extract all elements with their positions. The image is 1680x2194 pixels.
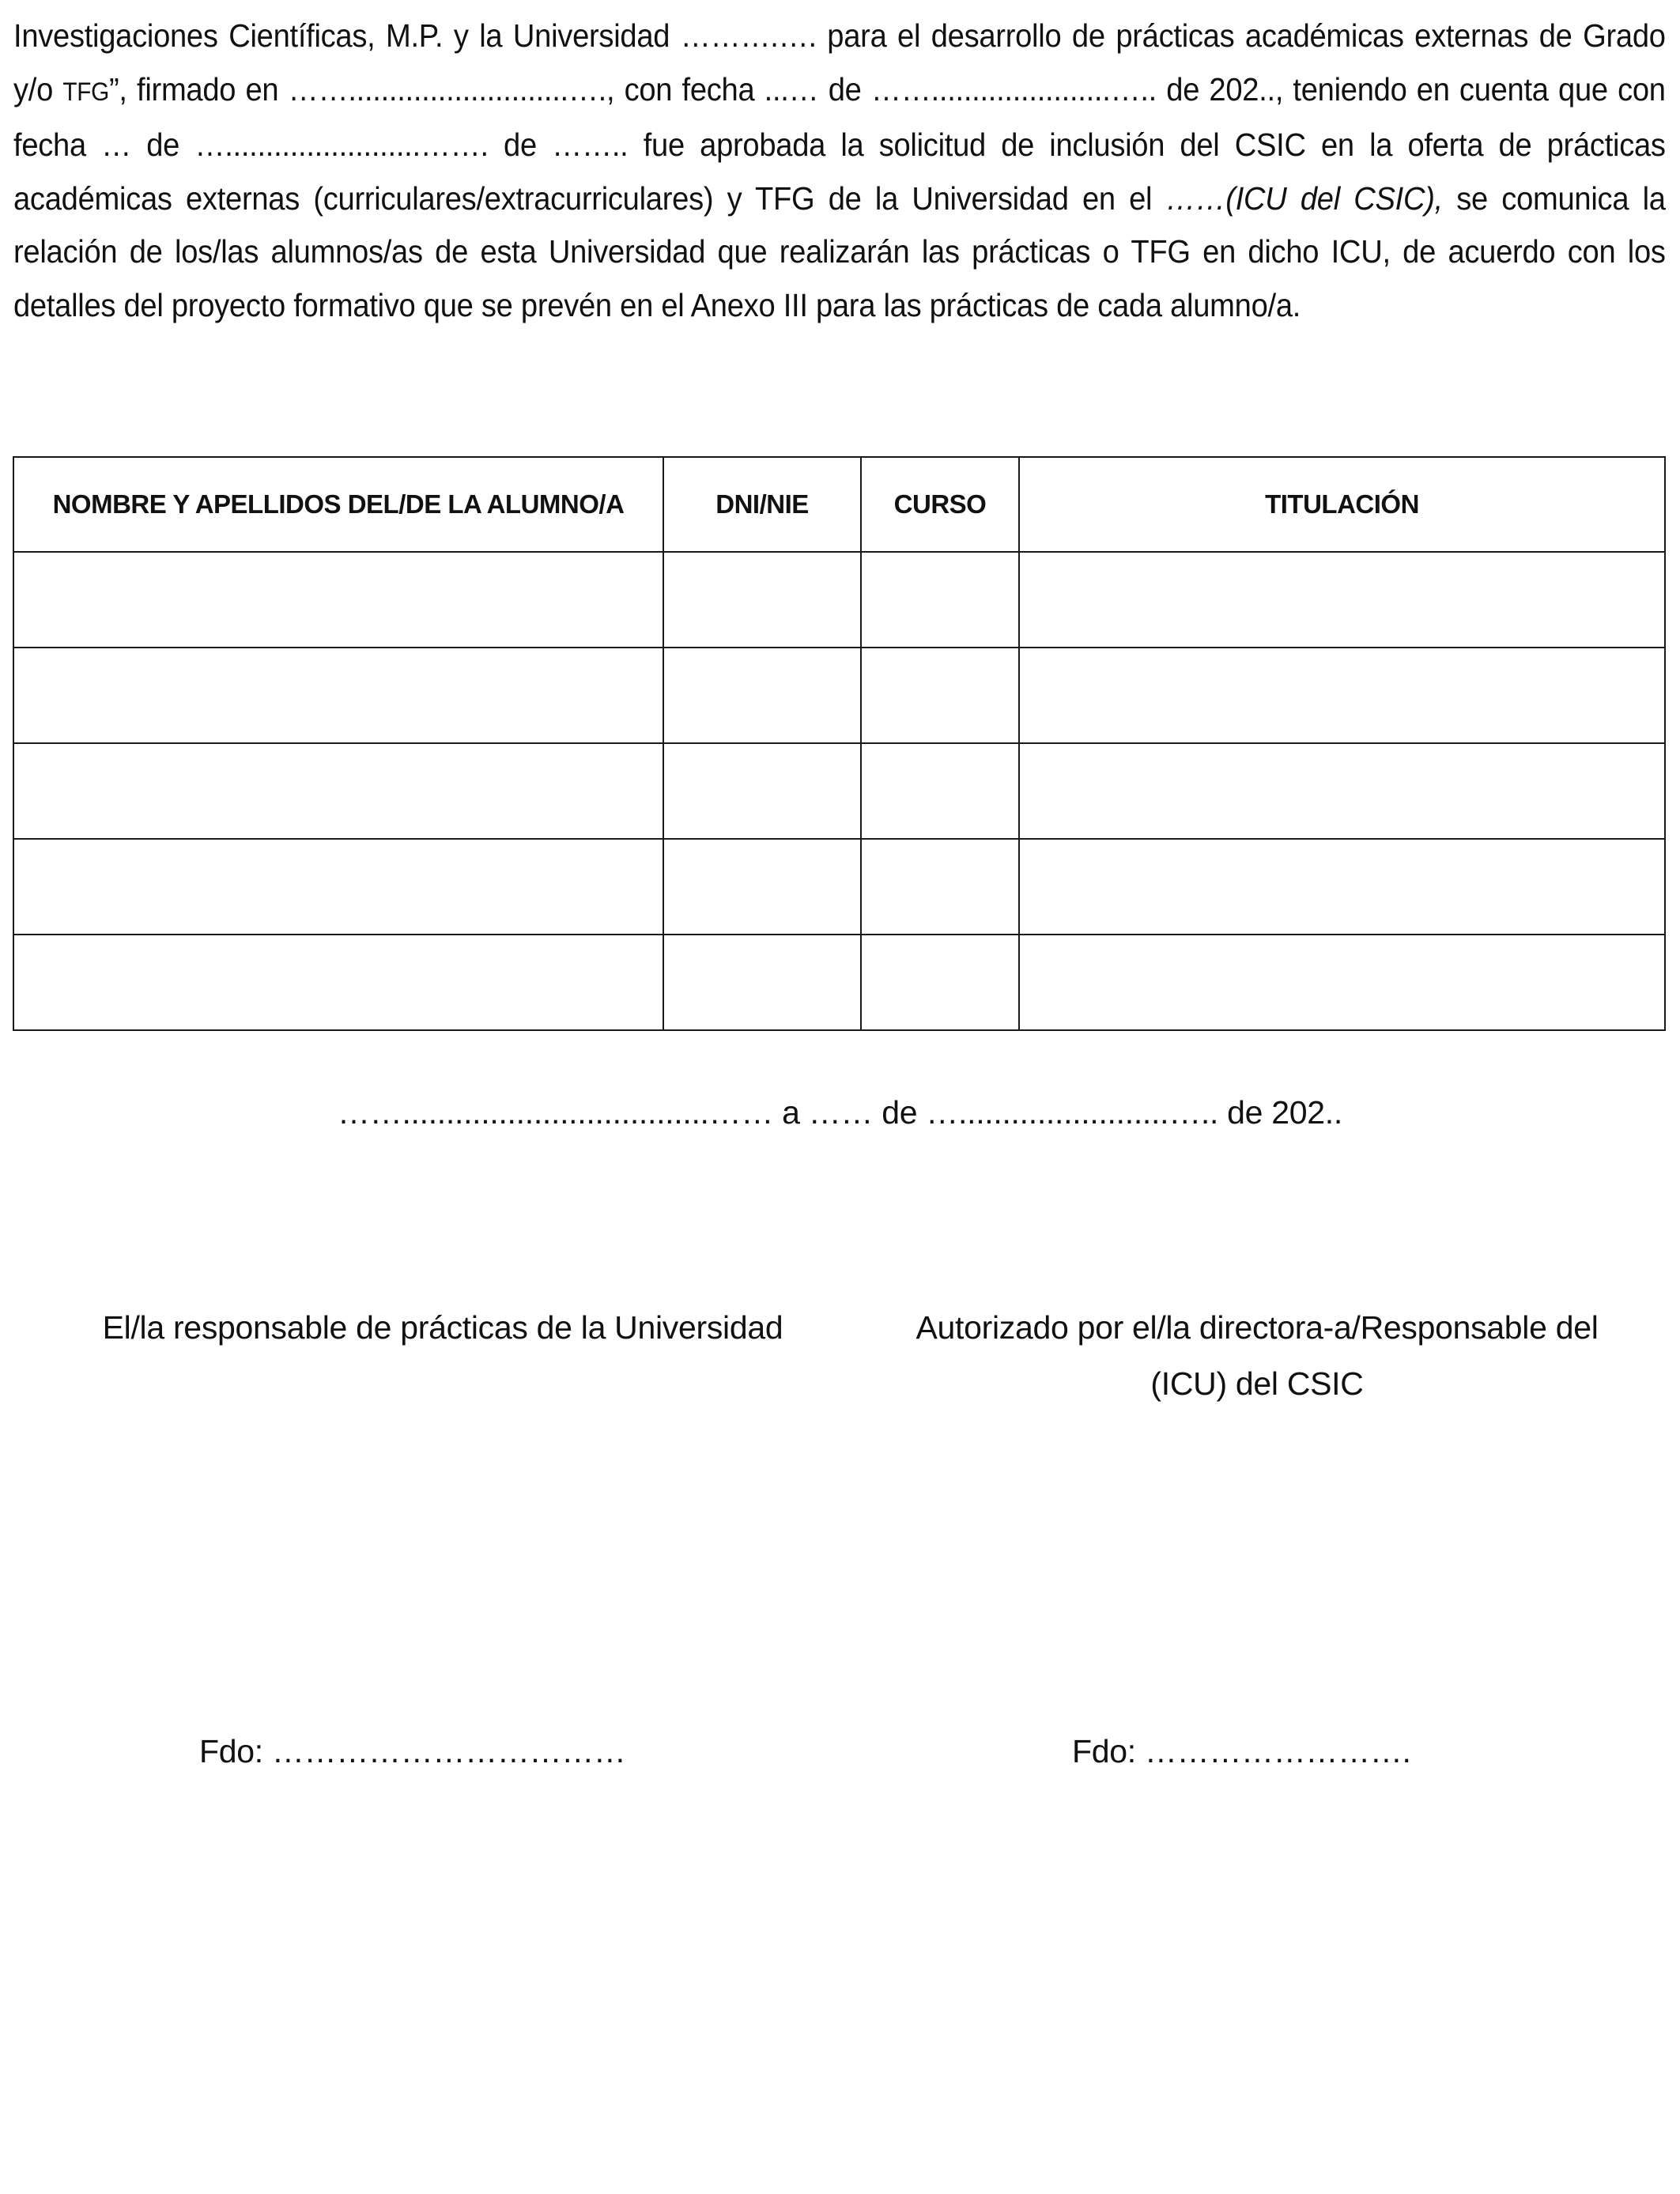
cell-dni[interactable] — [663, 552, 861, 648]
cell-titulacion[interactable] — [1019, 552, 1665, 648]
cell-curso[interactable] — [861, 935, 1019, 1030]
header-name: NOMBRE Y APELLIDOS DEL/DE LA ALUMNO/A — [13, 457, 663, 552]
table-row — [13, 552, 1665, 648]
cell-curso[interactable] — [861, 648, 1019, 743]
students-table — [13, 456, 1666, 1031]
intro-text-part-2: ”, firmado en ……...........................…., con fecha ...… de ……......................….. de 202.., teniendo en cuenta que con fecha … de …........................……. de …….. fue aprobada la solicitud de inclusión del CSIC en la oferta de prácticas académicas externas (curriculares/extracurriculares) y TFG de la Universidad en el — [13, 70, 1666, 217]
header-curso: CURSO — [861, 457, 1019, 552]
header-titulacion: TITULACIÓN — [1019, 457, 1665, 552]
intro-text-part-3: se comunica la relación de los/las alumnos/as de esta Universidad que realizarán las prácticas o TFG en dicho ICU, de acuerdo con los detalles del proyecto formativo que se prevén en el Anexo III para las prácticas de cada alumno/a. — [13, 179, 1666, 323]
table-row — [13, 743, 1665, 839]
university-signature-line: Fdo: …………………………… — [199, 1733, 626, 1769]
cell-titulacion[interactable] — [1019, 648, 1665, 743]
csic-authorizer-role: Autorizado por el/la directora-a/Responsable del (ICU) del CSIC — [916, 1309, 1599, 1402]
cell-titulacion[interactable] — [1019, 743, 1665, 839]
cell-dni[interactable] — [663, 743, 861, 839]
cell-name[interactable] — [13, 935, 663, 1030]
cell-name[interactable] — [13, 648, 663, 743]
university-responsible-role: El/la responsable de prácticas de la Universidad — [102, 1309, 783, 1346]
table-row — [13, 935, 1665, 1030]
cell-titulacion[interactable] — [1019, 935, 1665, 1030]
intro-tfg-abbrev: TFG — [62, 77, 110, 106]
intro-text-part-1: Investigaciones Científicas, M.P. y la Universidad ……….…. para el desarrollo de prácticas académicas externas de Grado y/o — [13, 17, 1666, 108]
cell-dni[interactable] — [663, 839, 861, 935]
cell-name[interactable] — [13, 743, 663, 839]
cell-titulacion[interactable] — [1019, 839, 1665, 935]
cell-name[interactable] — [13, 552, 663, 648]
cell-curso[interactable] — [861, 743, 1019, 839]
cell-curso[interactable] — [861, 839, 1019, 935]
place-date-line: ……...................................…… a …… de …........................….. de 202.. — [338, 1094, 1342, 1131]
cell-dni[interactable] — [663, 935, 861, 1030]
cell-curso[interactable] — [861, 552, 1019, 648]
header-dni: DNI/NIE — [663, 457, 861, 552]
table-row — [13, 839, 1665, 935]
csic-signature-line: Fdo: ……………………. — [1072, 1733, 1411, 1769]
cell-dni[interactable] — [663, 648, 861, 743]
table-row — [13, 648, 1665, 743]
table-header-row — [13, 457, 1665, 552]
intro-icu-placeholder: ……(ICU del CSIC), — [1165, 179, 1443, 217]
cell-name[interactable] — [13, 839, 663, 935]
intro-paragraph — [13, 9, 1666, 332]
